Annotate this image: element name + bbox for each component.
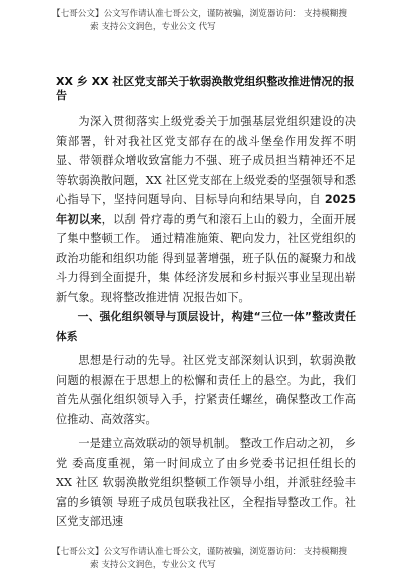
header-banner-line1: 【七哥公文】公文写作请认准七哥公文，谨防被骗，浏览器访问： 支持模糊搜 [52,9,347,19]
footer-banner-line1: 【七哥公文】公文写作请认准七哥公文，谨防被骗，浏览器访问： 支持模糊搜 [52,547,347,557]
intro-text-b: ，以刮 骨疗毒的勇气和滚石上山的毅力，全面开展了集中整顿工作。 通过精准施策、靶向发力，社区党组织的政治功能和组织功能 得到显著增强，班子队伍的凝聚力和战斗力得到全面提升，集 体经济发展和乡村振兴事业呈现出崭新气象。现将整改推进情 况报告如下。 [56,212,356,304]
header-banner-line2: 索 支持公文润色，专业公文 代写 [90,22,216,32]
document-body [56,112,356,532]
intro-year: 2025 年初以来 [56,193,356,226]
paragraph-thought: 思想是行动的先导。社区党支部深刻认识到，软弱涣散问题的根源在于思想上的松懈和责任上的悬空。为此，我们首先从强化组织领导入手，拧紧责任螺丝，确保整改工作高位推动、高效落实。 [56,354,356,426]
footer-banner [52,546,372,572]
paragraph-mechanism: 一是建立高效联动的领导机制。 整改工作启动之初， 乡党 委高度重视，第一时间成立了由乡党委书记担任组长的 XX 社区 软弱涣散党组织整顿工作领导小组，并派驻经验丰富的乡镇领 导班子成员包联我社区，全程指导整改工作。社区党支部迅速 [56,437,356,528]
intro-text-a: 为深入贯彻落实上级党委关于加强基层党组织建设的决策部署，针对我社区党支部存在的战斗堡垒作用发挥不明显、带领群众增收致富能力不强、班子成员担当精神还不足等软弱涣散问题，XX 社区党支部在上级党委的坚强领导和悉心指导下，坚持问题导向、目标导向和结果导向，自 [56,115,356,206]
intro-paragraph [56,112,356,307]
document-title: XX 乡 XX 社区党支部关于软弱涣散党组织整改推进情况的报告 [56,75,355,102]
section-heading: 一、强化组织领导与顶层设计，构建“三位一体”整改责任体系 [56,310,356,343]
footer-banner-line2: 索 支持公文润色，专业公文 代写 [90,560,216,570]
header-banner [52,8,372,34]
